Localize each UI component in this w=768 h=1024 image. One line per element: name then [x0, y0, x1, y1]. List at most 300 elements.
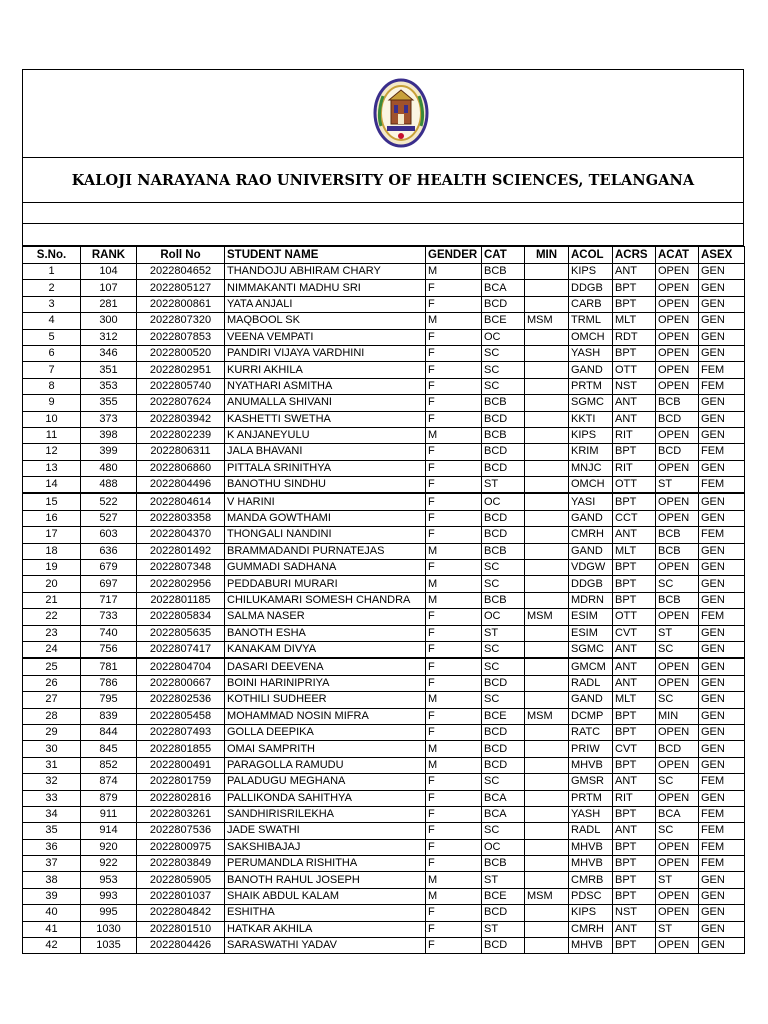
cell-rank: 104 — [81, 264, 137, 280]
cell-cat: SC — [482, 345, 525, 361]
cell-cat: ST — [482, 921, 525, 937]
cell-acol: ESIM — [569, 625, 613, 641]
cell-gender: M — [426, 427, 482, 443]
cell-min — [525, 856, 569, 872]
cell-min — [525, 592, 569, 608]
cell-rank: 756 — [81, 641, 137, 658]
cell-student-name: THANDOJU ABHIRAM CHARY — [225, 264, 426, 280]
table-row — [23, 477, 745, 494]
cell-rank: 480 — [81, 460, 137, 476]
cell-sno: 26 — [23, 675, 81, 691]
cell-student-name: PARAGOLLA RAMUDU — [225, 757, 426, 773]
col-header-acrs: ACRS — [613, 247, 656, 264]
cell-acat: OPEN — [656, 905, 699, 921]
cell-acat: OPEN — [656, 560, 699, 576]
cell-student-name: MAQBOOL SK — [225, 313, 426, 329]
cell-acrs: BPT — [613, 888, 656, 904]
cell-rank: 312 — [81, 329, 137, 345]
cell-acol: OMCH — [569, 477, 613, 494]
cell-acrs: OTT — [613, 362, 656, 378]
cell-acol: GAND — [569, 362, 613, 378]
table-row — [23, 888, 745, 904]
cell-min — [525, 692, 569, 708]
cell-gender: F — [426, 444, 482, 460]
cell-gender: F — [426, 477, 482, 494]
cell-gender: F — [426, 675, 482, 691]
cell-sno: 16 — [23, 510, 81, 526]
cell-min — [525, 329, 569, 345]
cell-acol: SGMC — [569, 641, 613, 658]
cell-acrs: BPT — [613, 280, 656, 296]
cell-cat: SC — [482, 362, 525, 378]
cell-acrs: BPT — [613, 872, 656, 888]
cell-asex: GEN — [699, 427, 745, 443]
cell-rank: 922 — [81, 856, 137, 872]
cell-min — [525, 576, 569, 592]
cell-roll-no: 2022806311 — [137, 444, 225, 460]
cell-gender: F — [426, 411, 482, 427]
cell-sno: 20 — [23, 576, 81, 592]
cell-acol: RADL — [569, 823, 613, 839]
cell-acat: OPEN — [656, 856, 699, 872]
cell-acol: PDSC — [569, 888, 613, 904]
cell-asex: GEN — [699, 280, 745, 296]
university-emblem-icon — [373, 78, 429, 148]
cell-acat: OPEN — [656, 280, 699, 296]
cell-min — [525, 724, 569, 740]
cell-rank: 781 — [81, 658, 137, 675]
cell-sno: 14 — [23, 477, 81, 494]
cell-student-name: BANOTH ESHA — [225, 625, 426, 641]
cell-rank: 679 — [81, 560, 137, 576]
cell-cat: BCE — [482, 708, 525, 724]
blank-row — [23, 203, 743, 224]
cell-acat: OPEN — [656, 888, 699, 904]
cell-roll-no: 2022802951 — [137, 362, 225, 378]
cell-gender: F — [426, 790, 482, 806]
cell-roll-no: 2022801759 — [137, 774, 225, 790]
cell-acrs: RIT — [613, 427, 656, 443]
cell-roll-no: 2022801855 — [137, 741, 225, 757]
cell-gender: F — [426, 708, 482, 724]
cell-cat: BCB — [482, 264, 525, 280]
cell-student-name: BANOTH RAHUL JOSEPH — [225, 872, 426, 888]
cell-asex: GEN — [699, 395, 745, 411]
cell-acol: PRIW — [569, 741, 613, 757]
cell-asex: GEN — [699, 872, 745, 888]
cell-min — [525, 264, 569, 280]
cell-acrs: BPT — [613, 806, 656, 822]
cell-min — [525, 741, 569, 757]
cell-acol: YASH — [569, 806, 613, 822]
cell-acol: DDGB — [569, 280, 613, 296]
cell-acol: DCMP — [569, 708, 613, 724]
cell-asex: GEN — [699, 888, 745, 904]
cell-acat: OPEN — [656, 427, 699, 443]
cell-rank: 845 — [81, 741, 137, 757]
cell-roll-no: 2022807320 — [137, 313, 225, 329]
cell-acat: BCD — [656, 444, 699, 460]
cell-sno: 40 — [23, 905, 81, 921]
cell-rank: 1030 — [81, 921, 137, 937]
cell-acat: SC — [656, 823, 699, 839]
blank-row — [23, 224, 743, 245]
cell-acrs: BPT — [613, 560, 656, 576]
cell-acrs: ANT — [613, 658, 656, 675]
cell-gender: F — [426, 296, 482, 312]
cell-min — [525, 411, 569, 427]
cell-cat: OC — [482, 839, 525, 855]
cell-roll-no: 2022804496 — [137, 477, 225, 494]
cell-sno: 41 — [23, 921, 81, 937]
cell-sno: 6 — [23, 345, 81, 361]
cell-student-name: KURRI AKHILA — [225, 362, 426, 378]
cell-gender: F — [426, 625, 482, 641]
cell-student-name: BOINI HARINIPRIYA — [225, 675, 426, 691]
cell-gender: M — [426, 741, 482, 757]
cell-acrs: MLT — [613, 313, 656, 329]
col-header-acol: ACOL — [569, 247, 613, 264]
cell-sno: 39 — [23, 888, 81, 904]
cell-asex: GEN — [699, 592, 745, 608]
cell-min — [525, 757, 569, 773]
table-row — [23, 510, 745, 526]
cell-asex: GEN — [699, 625, 745, 641]
cell-acol: KRIM — [569, 444, 613, 460]
table-row — [23, 658, 745, 675]
cell-rank: 733 — [81, 609, 137, 625]
cell-acrs: BPT — [613, 576, 656, 592]
cell-acol: KIPS — [569, 264, 613, 280]
cell-sno: 8 — [23, 378, 81, 394]
cell-acat: OPEN — [656, 658, 699, 675]
cell-rank: 911 — [81, 806, 137, 822]
cell-rank: 373 — [81, 411, 137, 427]
cell-gender: F — [426, 560, 482, 576]
cell-rank: 300 — [81, 313, 137, 329]
cell-acol: KIPS — [569, 427, 613, 443]
cell-roll-no: 2022806860 — [137, 460, 225, 476]
cell-acat: OPEN — [656, 362, 699, 378]
cell-acrs: ANT — [613, 264, 656, 280]
col-header-cat: CAT — [482, 247, 525, 264]
table-row — [23, 543, 745, 559]
cell-acol: YASH — [569, 345, 613, 361]
cell-min — [525, 395, 569, 411]
cell-acrs: BPT — [613, 592, 656, 608]
cell-min — [525, 938, 569, 954]
cell-gender: M — [426, 592, 482, 608]
cell-rank: 852 — [81, 757, 137, 773]
cell-student-name: PEDDABURI MURARI — [225, 576, 426, 592]
cell-asex: GEN — [699, 658, 745, 675]
cell-acrs: BPT — [613, 444, 656, 460]
table-row — [23, 692, 745, 708]
cell-acrs: BPT — [613, 757, 656, 773]
cell-asex: FEM — [699, 609, 745, 625]
cell-student-name: ESHITHA — [225, 905, 426, 921]
cell-rank: 488 — [81, 477, 137, 494]
cell-min — [525, 427, 569, 443]
cell-asex: GEN — [699, 460, 745, 476]
cell-rank: 839 — [81, 708, 137, 724]
cell-gender: F — [426, 378, 482, 394]
cell-cat: SC — [482, 378, 525, 394]
cell-min — [525, 790, 569, 806]
cell-sno: 18 — [23, 543, 81, 559]
cell-gender: F — [426, 641, 482, 658]
cell-acol: MHVB — [569, 757, 613, 773]
cell-rank: 786 — [81, 675, 137, 691]
cell-acol: GMSR — [569, 774, 613, 790]
cell-cat: BCE — [482, 888, 525, 904]
table-header-row — [23, 247, 745, 264]
table-row — [23, 938, 745, 954]
cell-cat: BCB — [482, 543, 525, 559]
cell-acol: GAND — [569, 510, 613, 526]
table-row — [23, 460, 745, 476]
cell-roll-no: 2022807853 — [137, 329, 225, 345]
cell-sno: 9 — [23, 395, 81, 411]
cell-asex: GEN — [699, 905, 745, 921]
cell-min — [525, 345, 569, 361]
cell-min — [525, 560, 569, 576]
cell-sno: 25 — [23, 658, 81, 675]
cell-gender: F — [426, 280, 482, 296]
cell-rank: 995 — [81, 905, 137, 921]
cell-gender: M — [426, 313, 482, 329]
cell-acrs: NST — [613, 905, 656, 921]
cell-min — [525, 460, 569, 476]
table-row — [23, 839, 745, 855]
cell-min — [525, 493, 569, 510]
cell-asex: FEM — [699, 839, 745, 855]
table-row — [23, 296, 745, 312]
cell-gender: F — [426, 460, 482, 476]
cell-roll-no: 2022800975 — [137, 839, 225, 855]
cell-acat: ST — [656, 872, 699, 888]
table-row — [23, 493, 745, 510]
cell-gender: F — [426, 329, 482, 345]
cell-asex: FEM — [699, 378, 745, 394]
cell-student-name: PALADUGU MEGHANA — [225, 774, 426, 790]
cell-student-name: MANDA GOWTHAMI — [225, 510, 426, 526]
cell-student-name: SHAIK ABDUL KALAM — [225, 888, 426, 904]
table-row — [23, 757, 745, 773]
cell-cat: BCB — [482, 395, 525, 411]
cell-rank: 697 — [81, 576, 137, 592]
cell-acat: BCB — [656, 592, 699, 608]
cell-asex: GEN — [699, 641, 745, 658]
results-table — [22, 246, 745, 954]
table-row — [23, 378, 745, 394]
table-row — [23, 905, 745, 921]
cell-min — [525, 543, 569, 559]
cell-student-name: BRAMMADANDI PURNATEJAS — [225, 543, 426, 559]
cell-rank: 398 — [81, 427, 137, 443]
cell-acat: BCA — [656, 806, 699, 822]
cell-sno: 34 — [23, 806, 81, 822]
cell-cat: SC — [482, 692, 525, 708]
cell-rank: 355 — [81, 395, 137, 411]
cell-student-name: SALMA NASER — [225, 609, 426, 625]
col-header-asex: ASEX — [699, 247, 745, 264]
cell-sno: 4 — [23, 313, 81, 329]
cell-asex: GEN — [699, 692, 745, 708]
cell-rank: 353 — [81, 378, 137, 394]
cell-student-name: OMAI SAMPRITH — [225, 741, 426, 757]
cell-min — [525, 510, 569, 526]
cell-cat: ST — [482, 625, 525, 641]
logo-row — [23, 70, 743, 158]
cell-asex: FEM — [699, 823, 745, 839]
cell-roll-no: 2022802536 — [137, 692, 225, 708]
cell-cat: BCD — [482, 675, 525, 691]
cell-cat: BCD — [482, 724, 525, 740]
table-row — [23, 362, 745, 378]
cell-sno: 42 — [23, 938, 81, 954]
cell-student-name: VEENA VEMPATI — [225, 329, 426, 345]
cell-asex: GEN — [699, 790, 745, 806]
cell-student-name: DASARI DEEVENA — [225, 658, 426, 675]
cell-acrs: ANT — [613, 411, 656, 427]
cell-cat: BCA — [482, 280, 525, 296]
cell-asex: FEM — [699, 477, 745, 494]
cell-sno: 24 — [23, 641, 81, 658]
cell-roll-no: 2022800667 — [137, 675, 225, 691]
cell-student-name: JADE SWATHI — [225, 823, 426, 839]
cell-cat: BCB — [482, 427, 525, 443]
cell-sno: 27 — [23, 692, 81, 708]
cell-sno: 12 — [23, 444, 81, 460]
cell-rank: 874 — [81, 774, 137, 790]
cell-asex: GEN — [699, 493, 745, 510]
cell-acat: OPEN — [656, 675, 699, 691]
cell-asex: GEN — [699, 345, 745, 361]
cell-student-name: SANDHIRISRILEKHA — [225, 806, 426, 822]
cell-roll-no: 2022805740 — [137, 378, 225, 394]
table-row — [23, 625, 745, 641]
cell-acol: VDGW — [569, 560, 613, 576]
cell-sno: 21 — [23, 592, 81, 608]
cell-student-name: ANUMALLA SHIVANI — [225, 395, 426, 411]
cell-asex: GEN — [699, 576, 745, 592]
cell-sno: 15 — [23, 493, 81, 510]
cell-min — [525, 296, 569, 312]
table-row — [23, 395, 745, 411]
cell-acol: GAND — [569, 692, 613, 708]
cell-asex: GEN — [699, 296, 745, 312]
cell-acat: OPEN — [656, 510, 699, 526]
cell-asex: GEN — [699, 741, 745, 757]
cell-acrs: BPT — [613, 296, 656, 312]
cell-rank: 795 — [81, 692, 137, 708]
cell-gender: F — [426, 345, 482, 361]
table-row — [23, 609, 745, 625]
cell-acol: DDGB — [569, 576, 613, 592]
cell-acat: OPEN — [656, 296, 699, 312]
cell-cat: BCD — [482, 527, 525, 543]
cell-roll-no: 2022803358 — [137, 510, 225, 526]
cell-gender: M — [426, 543, 482, 559]
cell-roll-no: 2022804704 — [137, 658, 225, 675]
cell-gender: F — [426, 856, 482, 872]
col-header-acat: ACAT — [656, 247, 699, 264]
col-header-sno: S.No. — [23, 247, 81, 264]
cell-cat: OC — [482, 493, 525, 510]
cell-acrs: BPT — [613, 708, 656, 724]
col-header-roll-no: Roll No — [137, 247, 225, 264]
cell-roll-no: 2022800861 — [137, 296, 225, 312]
cell-acrs: MLT — [613, 543, 656, 559]
cell-acrs: NST — [613, 378, 656, 394]
cell-min — [525, 378, 569, 394]
cell-asex: GEN — [699, 543, 745, 559]
cell-cat: BCB — [482, 592, 525, 608]
cell-sno: 13 — [23, 460, 81, 476]
table-row — [23, 741, 745, 757]
cell-roll-no: 2022804370 — [137, 527, 225, 543]
cell-acol: GAND — [569, 543, 613, 559]
title-row — [23, 158, 743, 203]
cell-roll-no: 2022801037 — [137, 888, 225, 904]
cell-asex: FEM — [699, 806, 745, 822]
table-row — [23, 724, 745, 740]
cell-gender: F — [426, 493, 482, 510]
cell-sno: 2 — [23, 280, 81, 296]
cell-acat: BCD — [656, 411, 699, 427]
table-row — [23, 280, 745, 296]
cell-sno: 3 — [23, 296, 81, 312]
cell-asex: GEN — [699, 329, 745, 345]
cell-sno: 28 — [23, 708, 81, 724]
cell-acat: SC — [656, 576, 699, 592]
cell-acol: CMRH — [569, 921, 613, 937]
cell-acol: PRTM — [569, 790, 613, 806]
cell-acat: ST — [656, 625, 699, 641]
cell-acat: OPEN — [656, 313, 699, 329]
cell-acrs: CVT — [613, 625, 656, 641]
cell-student-name: GUMMADI SADHANA — [225, 560, 426, 576]
cell-acrs: ANT — [613, 641, 656, 658]
cell-rank: 351 — [81, 362, 137, 378]
cell-student-name: GOLLA DEEPIKA — [225, 724, 426, 740]
cell-acrs: ANT — [613, 527, 656, 543]
cell-sno: 31 — [23, 757, 81, 773]
cell-student-name: MOHAMMAD NOSIN MIFRA — [225, 708, 426, 724]
cell-student-name: K ANJANEYULU — [225, 427, 426, 443]
cell-acat: OPEN — [656, 329, 699, 345]
cell-acrs: RDT — [613, 329, 656, 345]
cell-acat: BCB — [656, 527, 699, 543]
table-row — [23, 592, 745, 608]
cell-gender: F — [426, 395, 482, 411]
cell-cat: BCD — [482, 510, 525, 526]
cell-acat: SC — [656, 641, 699, 658]
cell-sno: 30 — [23, 741, 81, 757]
cell-student-name: PERUMANDLA RISHITHA — [225, 856, 426, 872]
cell-rank: 844 — [81, 724, 137, 740]
cell-roll-no: 2022807536 — [137, 823, 225, 839]
cell-asex: GEN — [699, 313, 745, 329]
cell-asex: GEN — [699, 724, 745, 740]
col-header-rank: RANK — [81, 247, 137, 264]
table-row — [23, 921, 745, 937]
cell-acol: ESIM — [569, 609, 613, 625]
cell-rank: 920 — [81, 839, 137, 855]
cell-min: MSM — [525, 609, 569, 625]
cell-roll-no: 2022805458 — [137, 708, 225, 724]
